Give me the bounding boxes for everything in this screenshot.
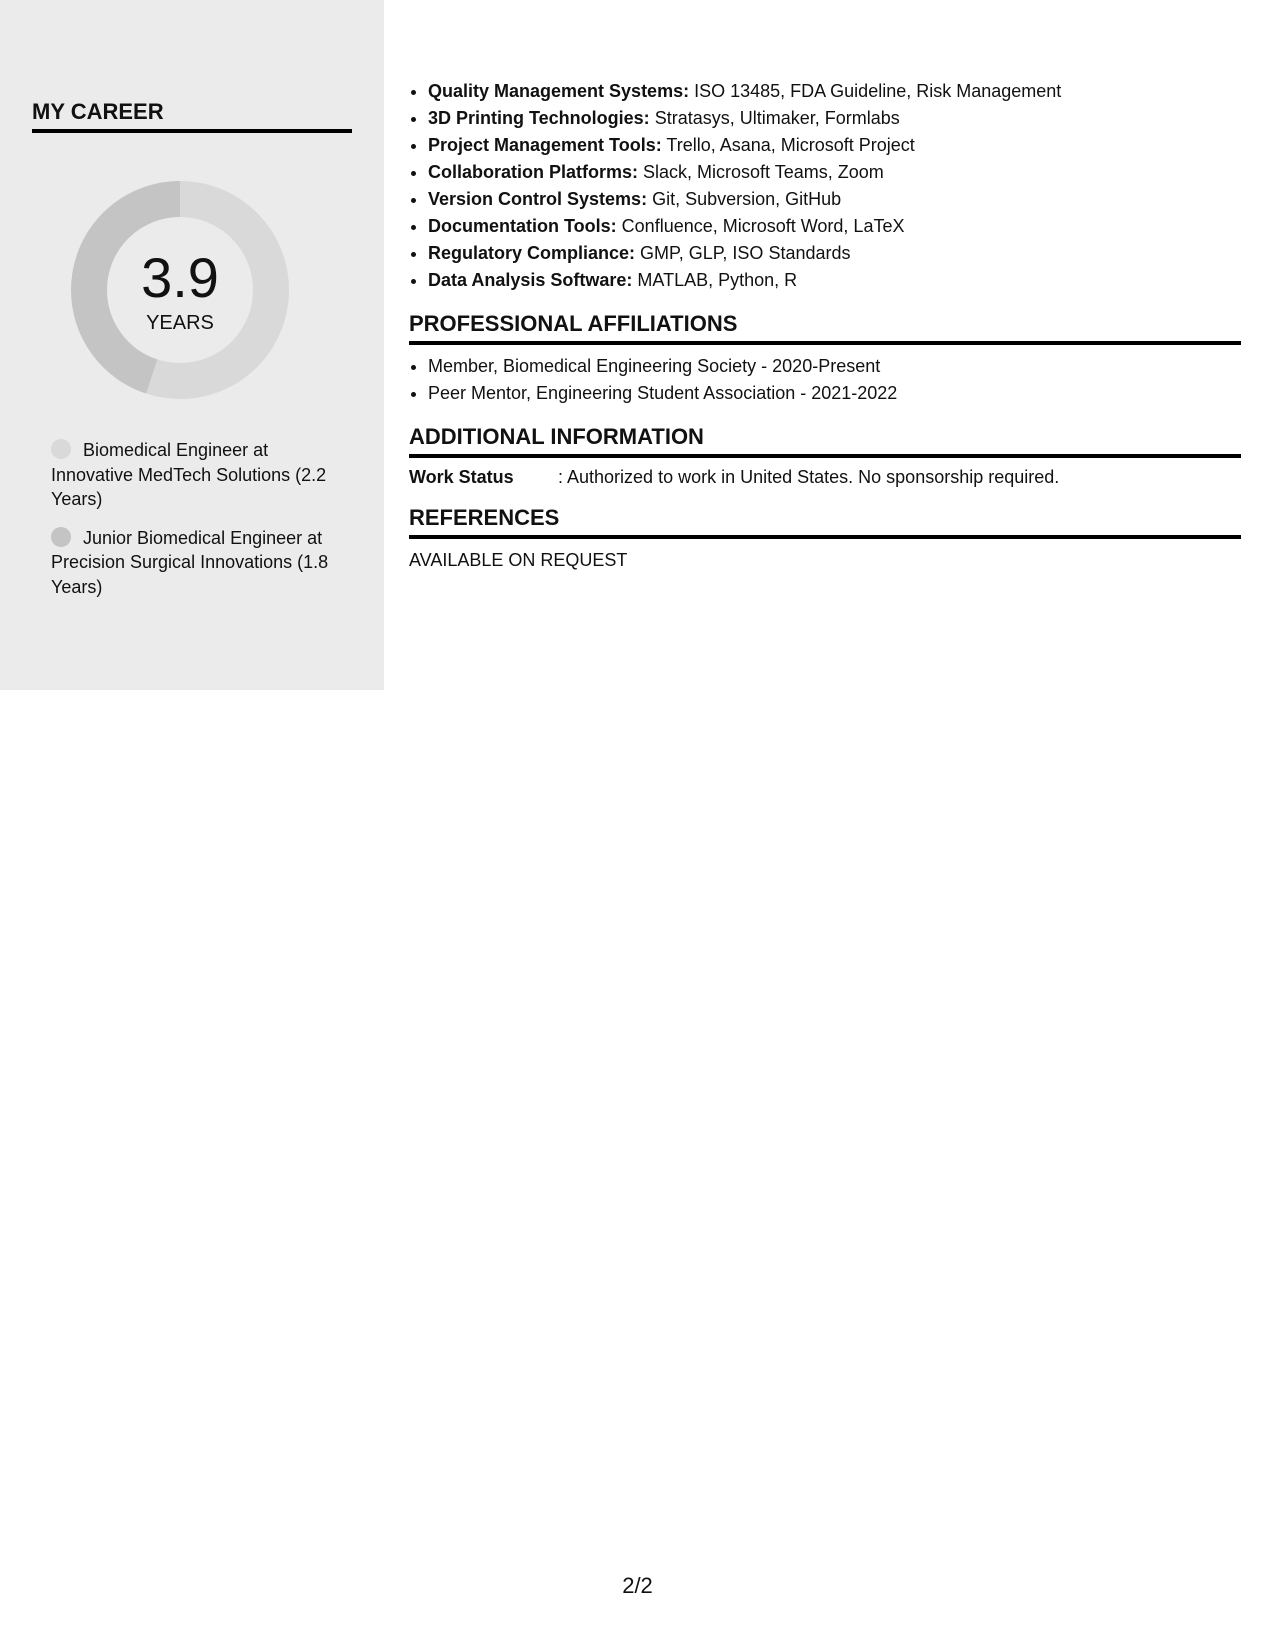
skill-item <box>428 186 1241 213</box>
legend-dot-icon <box>51 527 71 547</box>
skills-list <box>409 78 1241 294</box>
total-years-value: 3.9 <box>141 246 219 309</box>
skill-label: Data Analysis Software: <box>428 270 633 290</box>
career-role-label: Junior Biomedical Engineer at Precision Surgical Innovations (1.8 Years) <box>51 527 329 597</box>
skill-label: Documentation Tools: <box>428 216 617 236</box>
skill-item <box>428 132 1241 159</box>
skill-value: Git, Subversion, GitHub <box>647 189 842 209</box>
skill-item <box>428 105 1241 132</box>
skill-item <box>428 159 1241 186</box>
skill-label: 3D Printing Technologies: <box>428 108 650 128</box>
skill-item <box>428 240 1241 267</box>
references-text: AVAILABLE ON REQUEST <box>409 550 628 570</box>
career-heading: MY CAREER <box>32 98 352 133</box>
career-legend <box>51 438 341 613</box>
skill-value: Trello, Asana, Microsoft Project <box>661 135 915 155</box>
work-status-label: Work Status <box>409 467 514 487</box>
work-status-row <box>409 464 1241 490</box>
skill-label: Quality Management Systems: <box>428 81 690 101</box>
total-years-unit: YEARS <box>146 312 214 334</box>
affiliations-list <box>409 353 1241 407</box>
career-role-label: Biomedical Engineer at Innovative MedTech Solutions (2.2 Years) <box>51 440 327 509</box>
career-legend-item <box>51 526 341 600</box>
legend-dot-icon <box>51 439 71 459</box>
skill-label: Version Control Systems: <box>428 189 648 209</box>
skill-value: GMP, GLP, ISO Standards <box>635 243 851 263</box>
skill-value: Confluence, Microsoft Word, LaTeX <box>616 216 905 236</box>
affiliation-item: • Member, Biomedical Engineering Society - 2020-Present <box>428 353 1241 380</box>
skill-label: Project Management Tools: <box>428 135 662 155</box>
affiliations-heading: PROFESSIONAL AFFILIATIONS <box>409 310 1241 345</box>
work-status-value: : Authorized to work in United States. No sponsorship required. <box>558 467 1060 487</box>
page-number: 2/2 <box>622 1573 653 1598</box>
career-sidebar <box>0 0 384 690</box>
skill-value: Stratasys, Ultimaker, Formlabs <box>649 108 900 128</box>
skill-label: Collaboration Platforms: <box>428 162 639 182</box>
career-legend-item <box>51 438 341 512</box>
skill-item <box>428 78 1241 105</box>
main-content <box>409 78 1241 573</box>
skill-value: ISO 13485, FDA Guideline, Risk Management <box>689 81 1062 101</box>
skill-label: Regulatory Compliance: <box>428 243 636 263</box>
skill-value: Slack, Microsoft Teams, Zoom <box>638 162 884 182</box>
skill-item <box>428 213 1241 240</box>
skill-value: MATLAB, Python, R <box>632 270 798 290</box>
skill-item <box>428 267 1241 294</box>
affiliation-item: • Peer Mentor, Engineering Student Association - 2021-2022 <box>428 380 1241 407</box>
additional-info-heading: ADDITIONAL INFORMATION <box>409 423 1241 458</box>
references-heading: REFERENCES <box>409 504 1241 539</box>
